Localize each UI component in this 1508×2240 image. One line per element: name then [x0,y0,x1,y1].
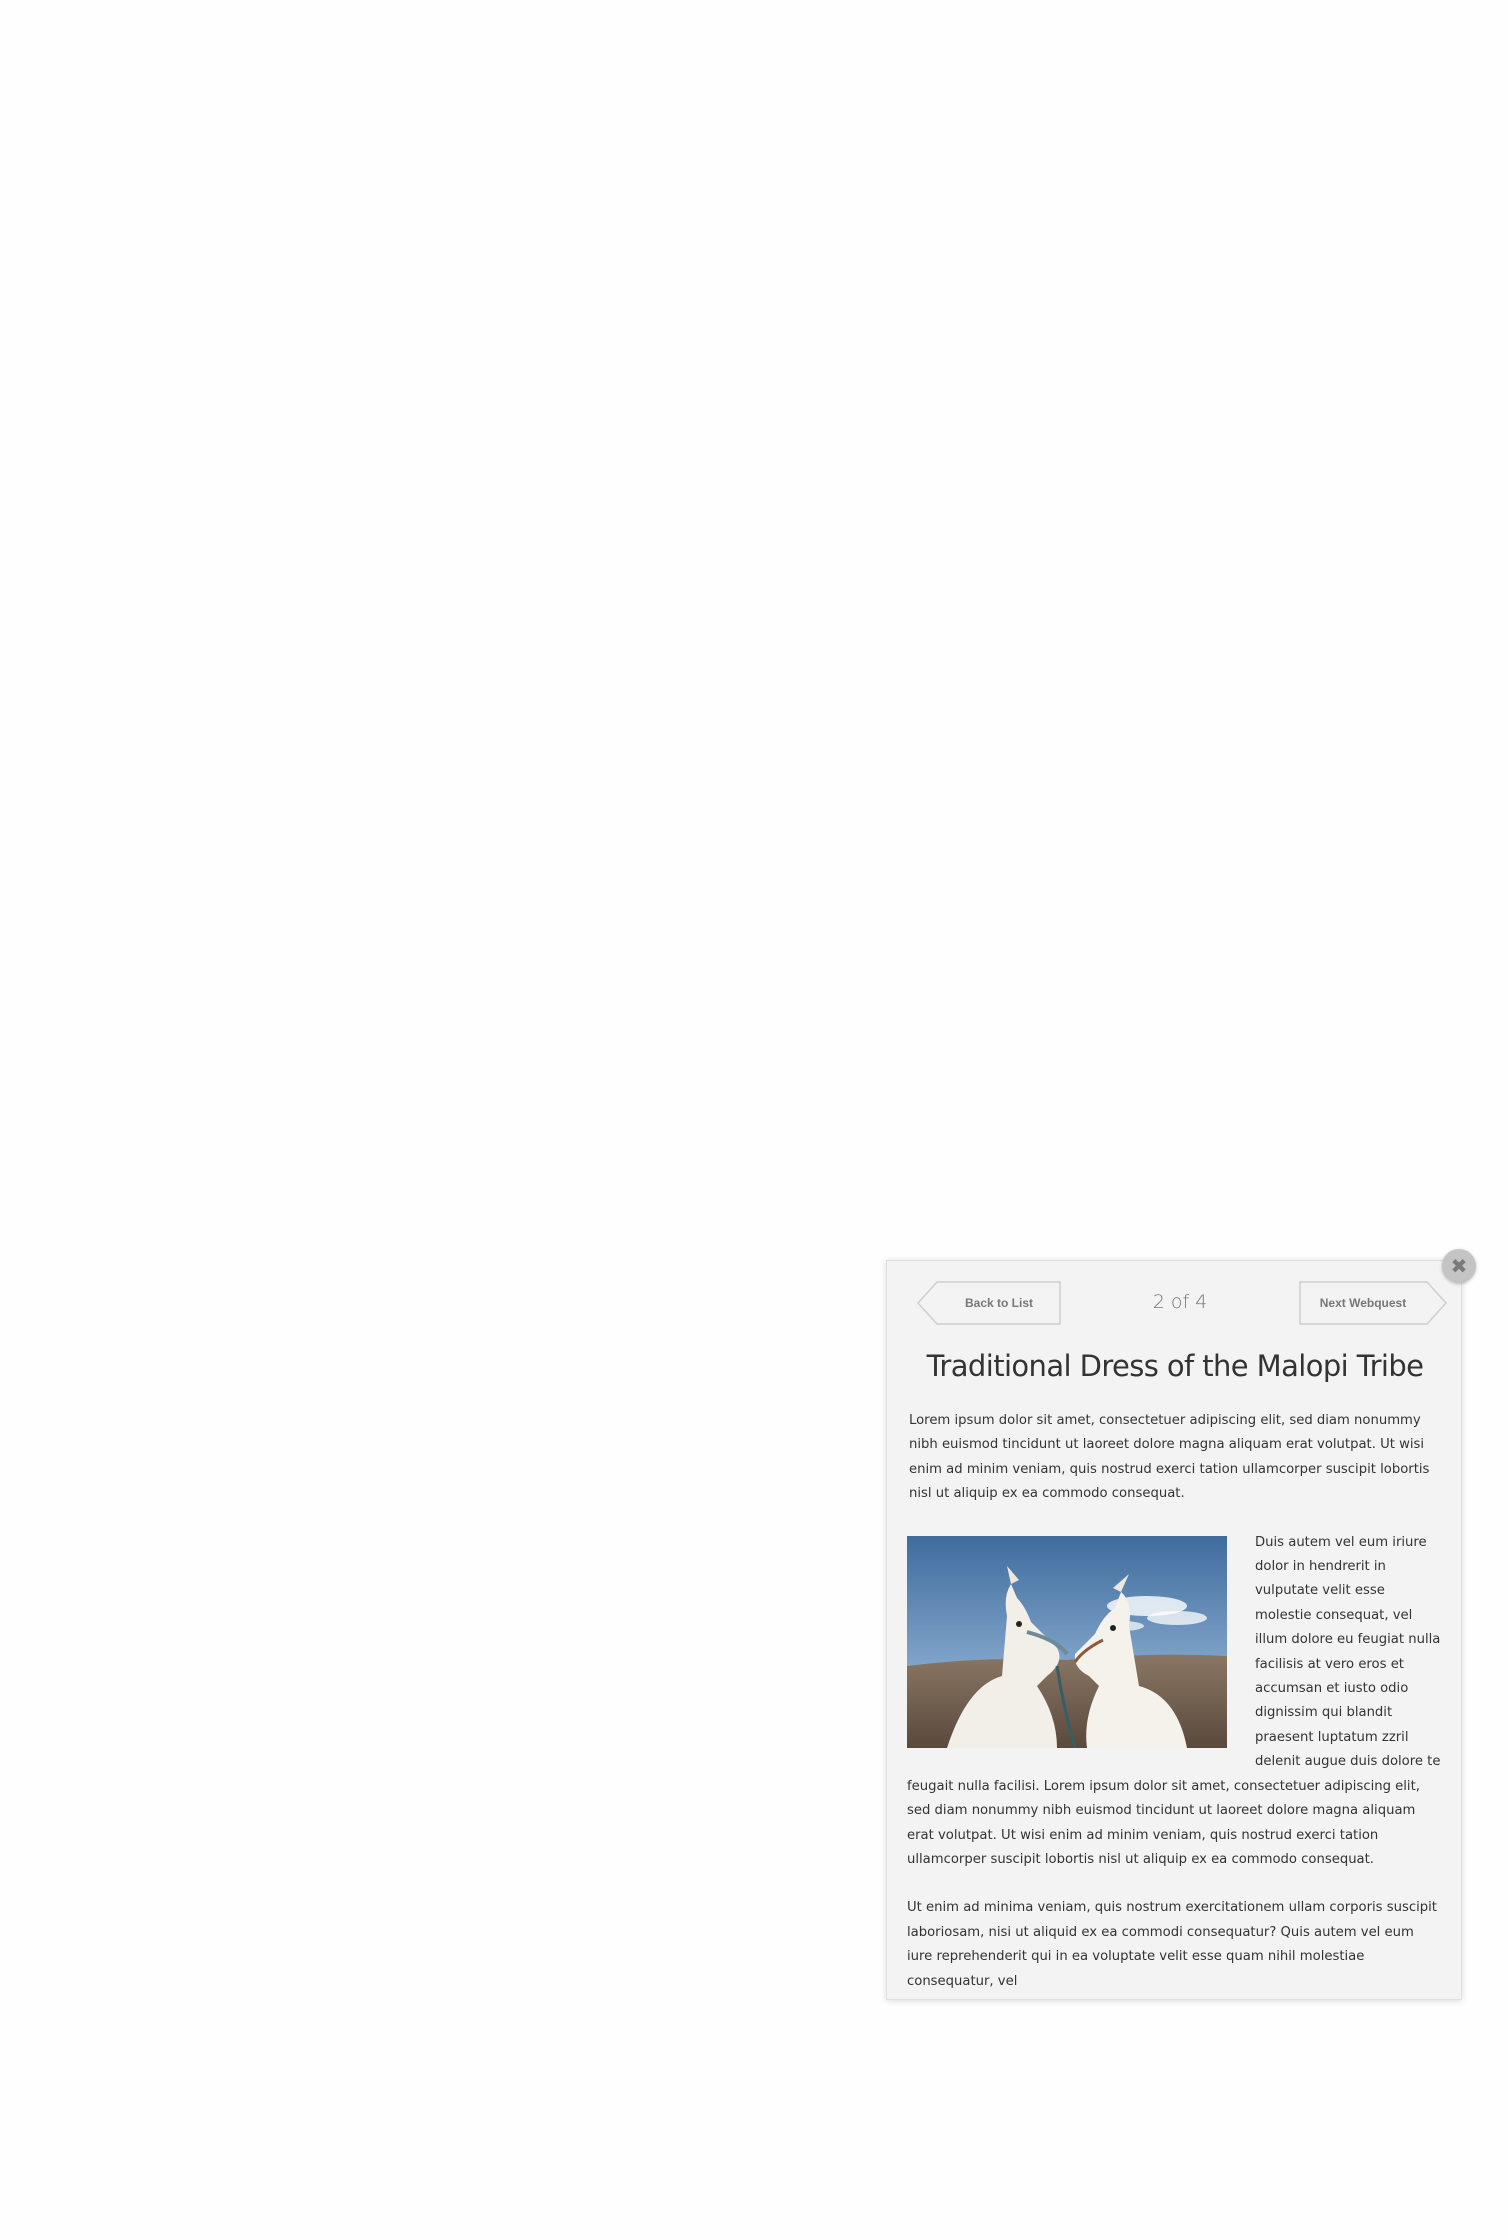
page-counter: 2 of 4 [1152,1291,1208,1313]
close-button[interactable] [1442,1249,1476,1283]
paragraph-intro: Lorem ipsum dolor sit amet, consectetuer adipiscing elit, sed diam nonummy nibh euismod tincidunt ut laoreet dolore magna aliquam erat volutpat. Ut wisi enim ad minim veniam, quis nostrud exerci tation ullamcorper suscipit lobortis nisl ut aliquip ex ea commodo consequat. [909,1413,1430,1502]
next-webquest-button[interactable] [1299,1281,1447,1325]
close-icon: ✖ [1450,1254,1468,1278]
popup-title: Traditional Dress of the Malopi Tribe [926,1349,1424,1383]
paragraph-body: Duis autem vel eum iriure dolor in hendrerit in vulputate velit esse molestie consequat, vel illum dolore eu feugiat nulla facilisis at vero eros et accumsan et iusto odio dignissim qui blandit praesent luptatum zzril delenit augue duis dolore te feugait nulla facilisi. Lorem ipsum dolor sit amet, consectetuer adipiscing elit, sed diam nonummy nibh euismod tincidunt ut laoreet dolore magna aliquam erat volutpat. Ut wisi enim ad minim veniam, quis nostrud exerci tation ullamcorper suscipit lobortis nisl ut aliquip ex ea commodo consequat. [907,1534,1441,1867]
back-to-list-label: Back to List [964,1296,1033,1310]
llamas-photo [907,1536,1227,1748]
next-webquest-label: Next Webquest [1319,1296,1407,1310]
webquest-popup [886,1260,1462,2000]
llamas-photo-icon [907,1536,1227,1748]
paragraph-continued: Ut enim ad minima veniam, quis nostrum exercitationem ullam corporis suscipit laboriosam, nisi ut aliquid ex ea commodi consequatur? Quis autem vel eum iure reprehenderit qui in ea voluptate velit esse quam nihil molestiae consequatur, vel [907,1900,1437,1989]
popup-content [907,1409,1441,2018]
back-to-list-button[interactable] [917,1281,1061,1325]
